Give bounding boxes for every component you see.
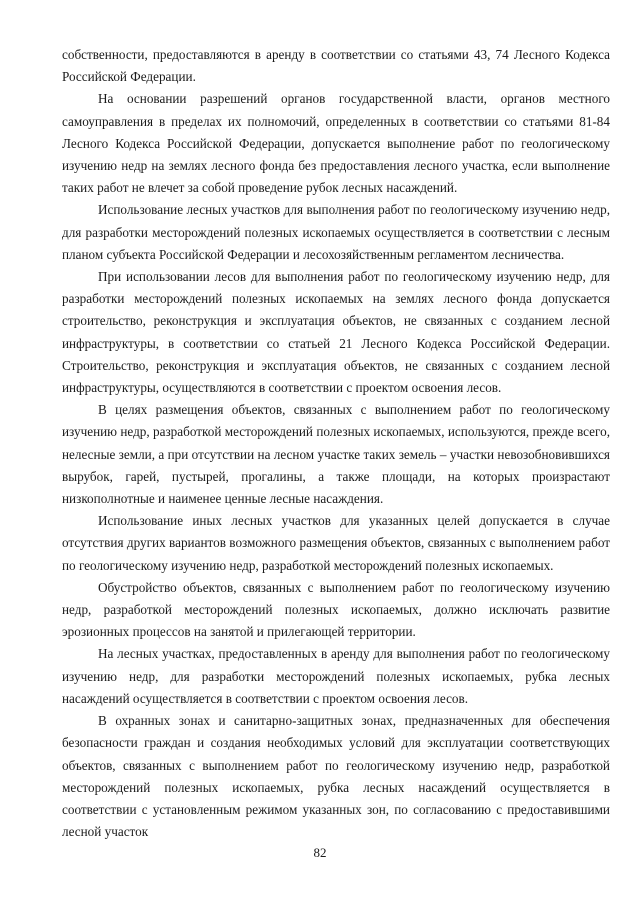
paragraph: В охранных зонах и санитарно-защитных зонах, предназначенных для обеспечения безопасности граждан и создания необходимых условий для эксплуатации соответствующих объектов, связанных с выполнением работ по геологическому изучению недр, разработкой месторождений полезных ископаемых, рубка лесных насаждений осуществляется в соответствии с установленным режимом указанных зон, по согласованию с предоставившими лесной участок: [62, 713, 610, 840]
paragraph: Использование лесных участков для выполнения работ по геологическому изучению недр, для разработки месторождений полезных ископаемых осуществляется в соответствии с лесным планом субъекта Российской Федерации и лесохозяйственным регламентом лесничества.: [62, 202, 610, 262]
paragraph: При использовании лесов для выполнения работ по геологическому изучению недр, для разработки месторождений полезных ископаемых на землях лесного фонда допускается строительство, реконструкция и эксплуатация объектов, не связанных с созданием лесной инфраструктуры, в соответствии со статьей 21 Лесного Кодекса Российской Федерации. Строительство, реконструкция и эксплуатация объектов, не связанных с созданием лесной инфраструктуры, осуществляются в соответствии с проектом освоения лесов.: [62, 269, 610, 396]
paragraph: собственности, предоставляются в аренду в соответствии со статьями 43, 74 Лесного Кодекса Российской Федерации.: [62, 47, 610, 85]
paragraph: На основании разрешений органов государственной власти, органов местного самоуправления в пределах их полномочий, определенных в соответствии со статьями 81-84 Лесного Кодекса Российской Федерации, допускается выполнение работ по геологическому изучению недр на землях лесного фонда без предоставления лесного участка, если выполнение таких работ не влечет за собой проведение рубок лесных насаждений.: [62, 91, 610, 196]
paragraph: Обустройство объектов, связанных с выполнением работ по геологическому изучению недр, разработкой месторождений полезных ископаемых, должно исключать развитие эрозионных процессов на занятой и прилегающей территории.: [62, 579, 610, 640]
paragraph: На лесных участках, предоставленных в аренду для выполнения работ по геологическому изучению недр, для разработки месторождений полезных ископаемых, рубка лесных насаждений осуществляется в соответствии с проектом освоения лесов.: [62, 646, 610, 706]
page-number: 82: [313, 845, 327, 860]
document-page: [62, 44, 610, 843]
paragraph: Использование иных лесных участков для указанных целей допускается в случае отсутствия других вариантов возможного размещения объектов, связанных с выполнением работ по геологическому изучению недр, разработкой месторождений полезных ископаемых.: [62, 513, 610, 573]
paragraph: В целях размещения объектов, связанных с выполнением работ по геологическому изучению недр, разработкой месторождений полезных ископаемых, используются, прежде всего, нелесные земли, а при отсутствии на лесном участке таких земель – участки невозобновившихся вырубок, гарей, пустырей, прогалины, а также площади, на которых произрастают низкополнотные и наименее ценные лесные насаждения.: [62, 402, 610, 507]
